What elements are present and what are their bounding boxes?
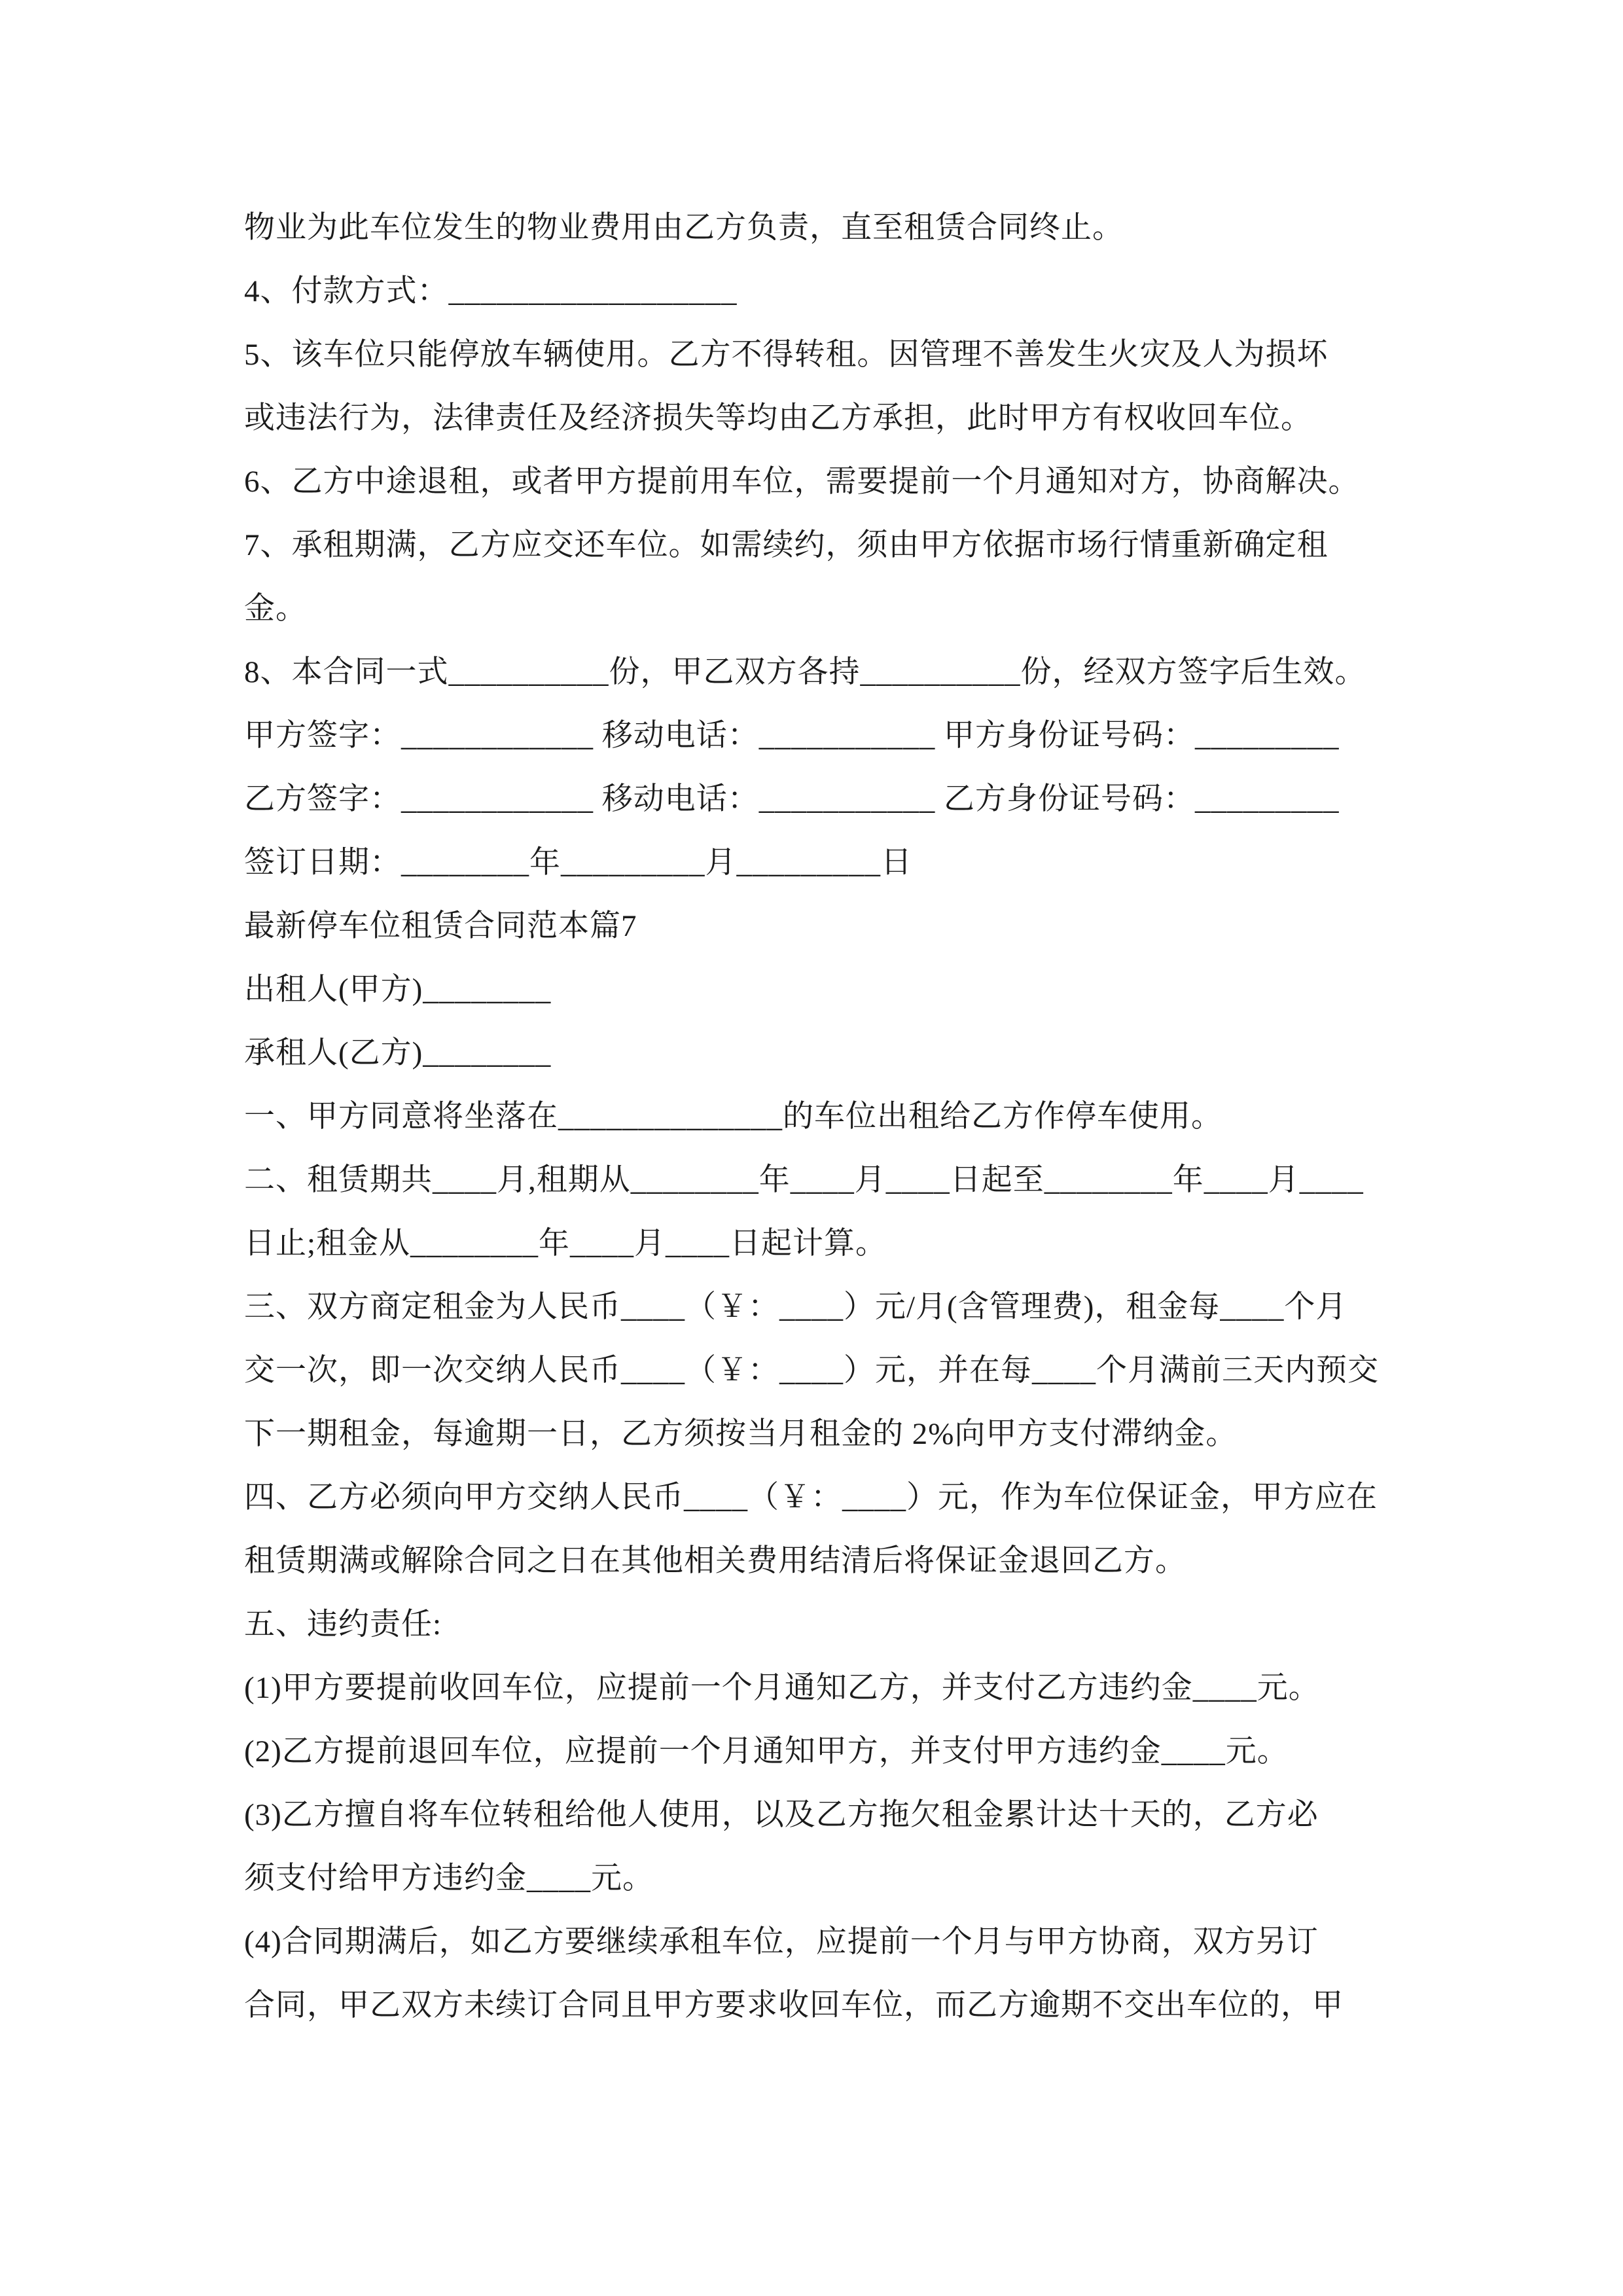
contract-line-26: (3)乙方擅自将车位转租给他人使用，以及乙方拖欠租金累计达十天的，乙方必 [244, 1798, 1319, 1832]
contract-line-3: 5、该车位只能停放车辆使用。乙方不得转租。因管理不善发生火灾及人为损坏 [244, 338, 1329, 372]
contract-line-15: 一、甲方同意将坐落在______________的车位出租给乙方作停车使用。 [244, 1100, 1222, 1134]
contract-line-19: 交一次，即一次交纳人民币____（￥：____）元，并在每____个月满前三天内预交 [244, 1354, 1379, 1388]
contract-line-24: (1)甲方要提前收回车位，应提前一个月通知乙方，并支付乙方违约金____元。 [244, 1671, 1320, 1705]
contract-line-18: 三、双方商定租金为人民币____（￥：____）元/月(含管理费)，租金每____个月 [244, 1290, 1347, 1324]
contract-line-5: 6、乙方中途退租，或者甲方提前用车位，需要提前一个月通知对方，协商解决。 [244, 465, 1360, 499]
contract-line-10: 乙方签字：____________ 移动电话：___________ 乙方身份证号码：_________ [244, 782, 1340, 816]
contract-line-7: 金。 [244, 592, 307, 626]
contract-line-23: 五、违约责任: [244, 1607, 442, 1641]
contract-line-22: 租赁期满或解除合同之日在其他相关费用结清后将保证金退回乙方。 [244, 1544, 1186, 1578]
contract-line-9: 甲方签字：____________ 移动电话：___________ 甲方身份证号码：_________ [244, 719, 1340, 753]
contract-line-6: 7、承租期满，乙方应交还车位。如需续约，须由甲方依据市场行情重新确定租 [244, 528, 1329, 562]
contract-line-2: 4、付款方式：__________________ [244, 274, 738, 308]
contract-line-8: 8、本合同一式__________份，甲乙双方各持__________份，经双方签字后生效。 [244, 655, 1366, 689]
contract-line-13: 出租人(甲方)________ [244, 973, 552, 1007]
contract-line-29: 合同，甲乙双方未续订合同且甲方要求收回车位，而乙方逾期不交出车位的，甲 [244, 1988, 1344, 2022]
contract-line-20: 下一期租金，每逾期一日，乙方须按当月租金的 2%向甲方支付滞纳金。 [244, 1417, 1238, 1451]
contract-line-28: (4)合同期满后，如乙方要继续承租车位，应提前一个月与甲方协商，双方另订 [244, 1925, 1319, 1959]
contract-line-4: 或违法行为，法律责任及经济损失等均由乙方承担，此时甲方有权收回车位。 [244, 401, 1312, 435]
contract-text-block [244, 196, 1396, 2037]
contract-line-27: 须支付给甲方违约金____元。 [244, 1861, 654, 1895]
contract-line-12: 最新停车位租赁合同范本篇7 [244, 909, 637, 943]
contract-line-21: 四、乙方必须向甲方交纳人民币____（￥：____）元，作为车位保证金，甲方应在 [244, 1480, 1378, 1515]
contract-line-11: 签订日期：________年_________月_________日 [244, 846, 912, 880]
contract-line-16: 二、租赁期共____月,租期从________年____月____日起至________年____月____ [244, 1163, 1364, 1197]
contract-line-17: 日止;租金从________年____月____日起计算。 [244, 1227, 887, 1261]
contract-line-1: 物业为此车位发生的物业费用由乙方负责，直至租赁合同终止。 [244, 211, 1124, 245]
contract-line-14: 承租人(乙方)________ [244, 1036, 552, 1070]
contract-line-25: (2)乙方提前退回车位，应提前一个月通知甲方，并支付甲方违约金____元。 [244, 1734, 1289, 1768]
